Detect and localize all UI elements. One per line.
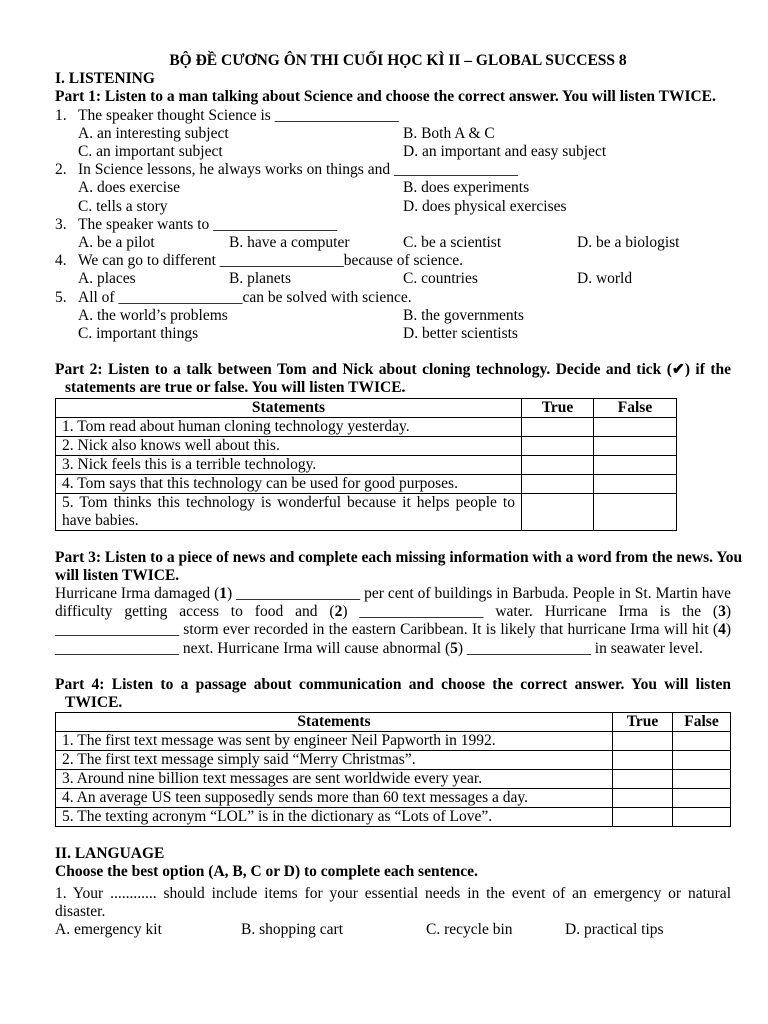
true-cell[interactable]	[522, 493, 594, 530]
part2-table	[55, 398, 677, 531]
false-cell[interactable]	[673, 770, 731, 789]
true-cell[interactable]	[613, 751, 673, 770]
option-c: C. recycle bin	[426, 921, 513, 939]
language-question-1: 1. Your ............ should include items for your essential needs in the event of an emergency or natural disaster.	[55, 884, 731, 920]
part1-question-5	[55, 289, 731, 344]
passage-text: ) ________________ next. Hurricane Irma will cause abnormal (	[55, 621, 731, 657]
language-instruction: Choose the best option (A, B, C or D) to complete each sentence.	[55, 863, 478, 881]
false-cell[interactable]	[673, 789, 731, 808]
part4-heading: Part 4: Listen to a passage about communication and choose the correct answer. You will listen TWICE.	[55, 675, 731, 712]
col-header-statements: Statements	[56, 713, 613, 732]
statement-cell: 1. The first text message was sent by engineer Neil Papworth in 1992.	[56, 732, 613, 751]
false-cell[interactable]	[594, 436, 677, 455]
option-a: A. emergency kit	[55, 921, 162, 939]
option-a: A. be a pilot	[78, 234, 155, 252]
question-text: The speaker wants to ________________	[78, 215, 338, 233]
table-row	[56, 770, 731, 789]
false-cell[interactable]	[594, 493, 677, 530]
true-cell[interactable]	[522, 474, 594, 493]
statement-cell: 1. Tom read about human cloning technology yesterday.	[56, 417, 522, 436]
blank-number: 1	[219, 585, 227, 603]
statement-cell: 5. Tom thinks this technology is wonderful because it helps people to have babies.	[56, 493, 522, 530]
question-number: 2.	[55, 161, 67, 179]
part3-passage	[55, 585, 731, 658]
true-cell[interactable]	[613, 770, 673, 789]
option-a: A. the world’s problems	[78, 306, 228, 324]
false-cell[interactable]	[673, 808, 731, 827]
true-cell[interactable]	[613, 789, 673, 808]
true-cell[interactable]	[522, 436, 594, 455]
table-row	[56, 732, 731, 751]
passage-text: ) ________________ per cent of buildings in Barbuda. People in St. Martin have difficulty getting access to food and (	[55, 585, 731, 621]
question-number: 1.	[55, 106, 67, 124]
option-b: B. Both A & C	[403, 124, 495, 142]
option-c: C. countries	[403, 270, 478, 288]
section-language-heading: II. LANGUAGE	[55, 845, 165, 863]
blank-number: 2	[334, 603, 343, 621]
table-row	[56, 455, 677, 474]
table-row	[56, 808, 731, 827]
option-b: B. planets	[229, 270, 291, 288]
option-c: C. an important subject	[78, 143, 223, 161]
option-d: D. world	[577, 270, 633, 288]
statement-cell: 5. The texting acronym “LOL” is in the dictionary as “Lots of Love”.	[56, 808, 613, 827]
option-d: D. does physical exercises	[403, 197, 567, 215]
document-title: BỘ ĐỀ CƯƠNG ÔN THI CUỐI HỌC KÌ II – GLOBAL SUCCESS 8	[169, 52, 627, 69]
part3-heading: Part 3: Listen to a piece of news and complete each missing information with a word from the news. You will listen TWICE.	[55, 548, 743, 584]
false-cell[interactable]	[673, 751, 731, 770]
question-text: The speaker thought Science is ________________	[78, 106, 399, 124]
option-b: B. does experiments	[403, 179, 530, 197]
table-row	[56, 436, 677, 455]
option-b: B. have a computer	[229, 234, 350, 252]
col-header-statements: Statements	[56, 398, 522, 417]
question-number: 5.	[55, 288, 67, 306]
blank-number: 5	[450, 639, 458, 657]
statement-cell: 4. Tom says that this technology can be used for good purposes.	[56, 474, 522, 493]
question-text: All of ________________can be solved with science.	[78, 288, 412, 306]
true-cell[interactable]	[613, 808, 673, 827]
option-c: C. be a scientist	[403, 234, 502, 252]
col-header-false: False	[594, 398, 677, 417]
language-question-1-options	[55, 921, 731, 939]
col-header-false: False	[673, 713, 731, 732]
statement-cell: 4. An average US teen supposedly sends more than 60 text messages a day.	[56, 789, 613, 808]
part2-heading: Part 2: Listen to a talk between Tom and Nick about cloning technology. Decide and tick (✔) if the statements are true or false. You will listen TWICE.	[55, 361, 731, 397]
option-d: D. an important and easy subject	[403, 143, 607, 161]
false-cell[interactable]	[594, 474, 677, 493]
statement-cell: 3. Around nine billion text messages are sent worldwide every year.	[56, 770, 613, 789]
question-text: We can go to different ________________because of science.	[78, 252, 463, 270]
table-row	[56, 493, 677, 530]
blank-number: 3	[718, 603, 726, 621]
passage-text: Hurricane Irma damaged (	[55, 585, 220, 603]
option-a: A. an interesting subject	[78, 124, 229, 142]
false-cell[interactable]	[594, 417, 677, 436]
option-d: D. better scientists	[403, 325, 518, 343]
part1-question-4	[55, 252, 731, 288]
true-cell[interactable]	[613, 732, 673, 751]
part1-question-2	[55, 161, 731, 216]
option-d: D. practical tips	[565, 921, 664, 939]
option-b: B. the governments	[403, 306, 524, 324]
option-b: B. shopping cart	[241, 921, 344, 939]
option-c: C. important things	[78, 325, 199, 343]
col-header-true: True	[522, 398, 594, 417]
true-cell[interactable]	[522, 417, 594, 436]
true-cell[interactable]	[522, 455, 594, 474]
col-header-true: True	[613, 713, 673, 732]
table-row	[56, 789, 731, 808]
table-row	[56, 751, 731, 770]
false-cell[interactable]	[594, 455, 677, 474]
part1-heading: Part 1: Listen to a man talking about Science and choose the correct answer. You will listen TWICE.	[55, 88, 716, 106]
option-a: A. does exercise	[78, 179, 180, 197]
blank-number: 4	[718, 621, 726, 639]
question-number: 4.	[55, 252, 67, 270]
document-page	[55, 52, 743, 939]
passage-text: ) ________________ water. Hurricane Irma is the (	[342, 603, 719, 621]
question-number: 3.	[55, 215, 67, 233]
passage-text: ) ________________ in seawater level.	[457, 639, 703, 657]
table-row	[56, 417, 677, 436]
passage-text: ) ________________ storm ever recorded in the eastern Caribbean. It is likely that hurricane Irma will hit (	[55, 603, 731, 639]
part1-question-1	[55, 107, 731, 162]
option-c: C. tells a story	[78, 197, 168, 215]
statement-cell: 3. Nick feels this is a terrible technology.	[56, 455, 522, 474]
statement-cell: 2. Nick also knows well about this.	[56, 436, 522, 455]
statement-cell: 2. The first text message simply said “Merry Christmas”.	[56, 751, 613, 770]
part1-question-3	[55, 216, 731, 252]
section-listening-heading: I. LISTENING	[55, 70, 155, 88]
question-text: In Science lessons, he always works on things and ________________	[78, 161, 518, 179]
part4-table	[55, 712, 731, 827]
false-cell[interactable]	[673, 732, 731, 751]
option-a: A. places	[78, 270, 136, 288]
table-row	[56, 474, 677, 493]
option-d: D. be a biologist	[577, 234, 680, 252]
